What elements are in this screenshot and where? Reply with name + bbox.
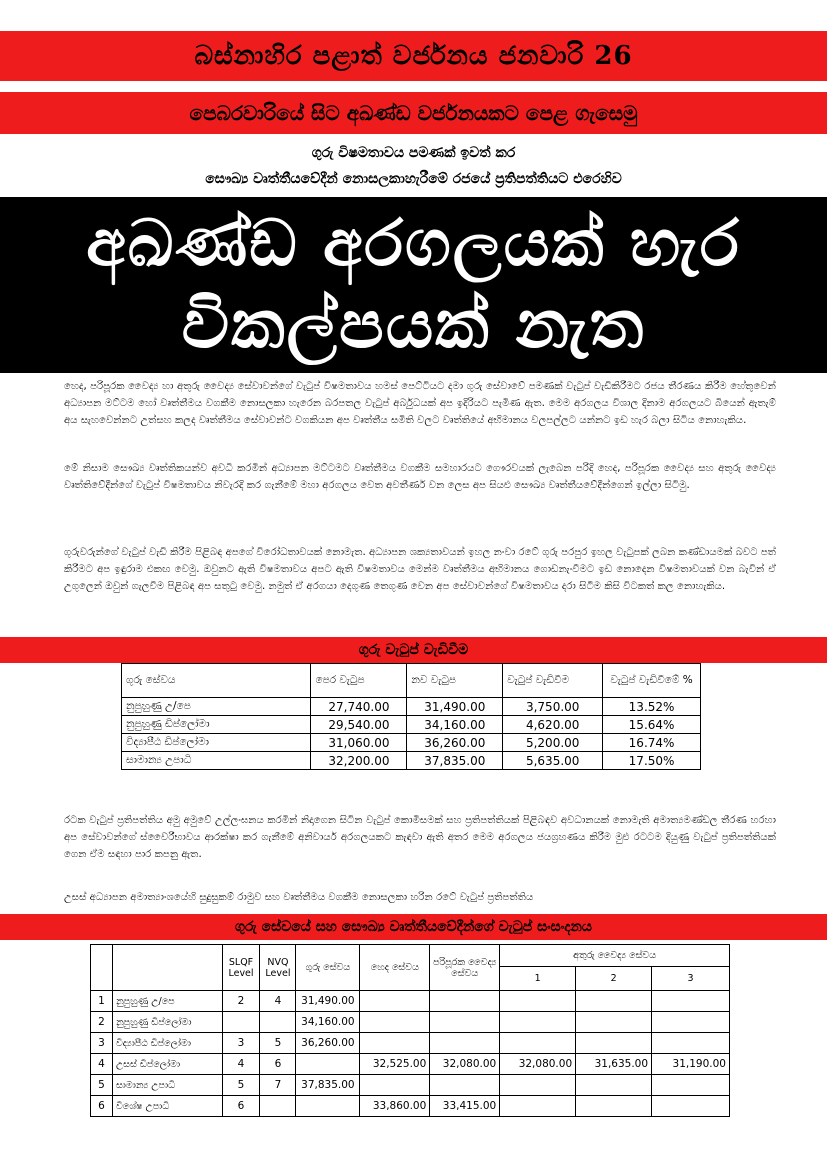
column-header: NVQ Level xyxy=(260,945,296,991)
table-cell xyxy=(360,1033,430,1054)
table-cell: 32,200.00 xyxy=(311,752,407,770)
table-cell xyxy=(500,991,576,1012)
paragraph-2: මේ නිසාම සෞඛ්‍ය වෘත්තිකයන්ව අවධි කරමින් අධ්‍යාපන මට්ටමට වෘත්තීමය වගකීම සමහාරයට ගෞරවයක් ලැබෙන පරිදි හෙද, පරිපූරක වෛද්‍ය සහ අතුරු වෛද්‍ය වෘත්තිවේදීන්ගේ වැටුප් විෂමතාවය නිවැරදි කර ගැනීමේ මහා අරගලය වෙත අවතීර්ණ වන ලෙස අප සියළු සෞඛ්‍ය වෘත්තීයවේදීන්ගෙන් ඉල්ලා සිටිමු. xyxy=(64,463,776,491)
table-cell: 32,080.00 xyxy=(500,1054,576,1075)
table-cell: 31,635.00 xyxy=(576,1054,652,1075)
table-cell: 6 xyxy=(260,1054,296,1075)
table-header-row xyxy=(91,945,730,967)
table-cell: 7 xyxy=(260,1075,296,1096)
table-cell: සාමාන්‍ය උපාධි xyxy=(112,1075,222,1096)
table-cell: 3 xyxy=(91,1033,113,1054)
table-cell: 32,080.00 xyxy=(430,1054,500,1075)
table-cell xyxy=(296,1096,360,1117)
table-cell: 3,750.00 xyxy=(503,698,603,716)
table-row xyxy=(91,1033,730,1054)
table-cell: 34,160.00 xyxy=(296,1012,360,1033)
column-header: හෙද සේවය xyxy=(360,945,430,991)
table-cell: 33,415.00 xyxy=(430,1096,500,1117)
table-cell: 2 xyxy=(222,991,260,1012)
table-cell: 31,490.00 xyxy=(296,991,360,1012)
table-row xyxy=(122,698,701,716)
table-cell xyxy=(430,1012,500,1033)
table-cell xyxy=(222,1012,260,1033)
table-cell: 4 xyxy=(222,1054,260,1075)
table-row xyxy=(122,716,701,734)
table-cell xyxy=(260,1096,296,1117)
column-header: ගුරු සේවය xyxy=(296,945,360,991)
table-cell xyxy=(576,1033,652,1054)
table-cell xyxy=(296,1054,360,1075)
table-cell: 5 xyxy=(91,1075,113,1096)
table-cell: නුපුහුණු ඩිප්ලෝමා xyxy=(122,716,311,734)
table-cell: 5 xyxy=(260,1033,296,1054)
section-title-1-text: ගුරු වැටුප් වැඩිවීම xyxy=(358,642,469,658)
table-row xyxy=(91,991,730,1012)
table-cell xyxy=(652,1075,730,1096)
table-cell: විද්‍යාපීඨ ඩිප්ලෝමා xyxy=(112,1033,222,1054)
table-cell: 4,620.00 xyxy=(503,716,603,734)
column-header: 2 xyxy=(576,967,652,991)
teacher-salary-table xyxy=(121,663,701,770)
table-cell xyxy=(652,1096,730,1117)
column-header: පෙර වැටුප xyxy=(311,664,407,698)
paragraph-1: හෙද, පරිපූරක වෛද්‍ය හා අතුරු වෛද්‍ය සේවාවන්ගේ වැටුප් විෂමතාවය හමස් පෙට්ටියට දමා ගුරු සේවාවේ පමණක් වැටුප් වැඩිකිරීමට රජය තීරණය කිරීම හේතුවෙන් අධ්‍යාපන මට්ටම හෝ වෘත්තීමය වගකීම නොසලකා හැරෙන බරපතල වැටුප් අර්බුධයක් අප ඉදිරියට පැමිණ ඇත. මෙම අරගලය විශාල දිනාම අරගලයට බියෙන් ඇතැම් අය සැහවෙන්නට උත්සහ කලද වෘත්තීමය සේවාවන්ට වගකියන අප වෘත්තීය සමිති වලට වෘත්තියේ අභිමානය වලපල්ලට යන්නට ඉඩ හැර බලා සිටිය නොහැකිය. xyxy=(64,381,776,426)
table-row xyxy=(91,1096,730,1117)
column-header: නව වැටුප xyxy=(407,664,503,698)
headline-line-1: අඛණ්ඩ අරගලයක් හැර xyxy=(86,206,741,281)
table-header-row xyxy=(122,664,701,698)
table-cell: 31,060.00 xyxy=(311,734,407,752)
table-cell xyxy=(652,1012,730,1033)
table-cell: 16.74% xyxy=(603,734,701,752)
table-cell: 27,740.00 xyxy=(311,698,407,716)
subheading-1: ගුරු විෂමතාවය පමණක් ඉවත් කර xyxy=(311,145,516,161)
column-header: අතුරු වෛද්‍ය සේවය xyxy=(500,945,730,967)
table-cell xyxy=(360,1075,430,1096)
table-row xyxy=(91,1012,730,1033)
table-row xyxy=(122,734,701,752)
table-cell: 4 xyxy=(260,991,296,1012)
table-cell xyxy=(576,1012,652,1033)
top-banner-text: බස්නාහිර පළාත් වර්ජනය ජනවාරි 26 xyxy=(194,40,633,71)
top-banner xyxy=(0,31,827,81)
table-cell: 33,860.00 xyxy=(360,1096,430,1117)
table-cell: 13.52% xyxy=(603,698,701,716)
table-cell: 6 xyxy=(91,1096,113,1117)
table-cell xyxy=(360,991,430,1012)
table-cell: උසස් ඩිප්ලෝමා xyxy=(112,1054,222,1075)
table-cell: විශේෂ උපාධි xyxy=(112,1096,222,1117)
table-cell: 17.50% xyxy=(603,752,701,770)
table-cell: නුපුහුණු උ/පෙ xyxy=(112,991,222,1012)
table-cell: 6 xyxy=(222,1096,260,1117)
salary-comparison-table xyxy=(90,944,730,1117)
table-cell xyxy=(430,991,500,1012)
table-cell: 3 xyxy=(222,1033,260,1054)
table-cell xyxy=(576,991,652,1012)
column-header xyxy=(91,945,113,991)
table-cell: සාමාන්‍ය උපාධි xyxy=(122,752,311,770)
table-row xyxy=(91,1054,730,1075)
table-row xyxy=(122,752,701,770)
subheading-2: සෞඛ්‍ය වෘත්තීයවේදීන් නොසලකාහැරීමේ රජයේ ප්‍රතිපත්තියට එරෙහිව xyxy=(205,171,622,187)
table-cell: විද්‍යාපීඨ ඩිප්ලෝමා xyxy=(122,734,311,752)
second-banner-text: පෙබරවාරියේ සිට අඛණ්ඩ වර්ජනයකට පෙළ ගැසෙමු xyxy=(189,101,638,125)
column-header xyxy=(112,945,222,991)
table-cell xyxy=(576,1075,652,1096)
table-row xyxy=(91,1075,730,1096)
section-title-2-text: ගුරු සේවයේ සහ සෞඛ්‍ය වෘත්තීයවේදීන්ගේ වැටුප් සංසංදනය xyxy=(235,919,592,935)
table-cell: 5 xyxy=(222,1075,260,1096)
table-cell: 1 xyxy=(91,991,113,1012)
headline-block xyxy=(0,197,827,373)
table-cell: 37,835.00 xyxy=(296,1075,360,1096)
table-cell: නුපුහුණු උ/පෙ xyxy=(122,698,311,716)
table-cell: 15.64% xyxy=(603,716,701,734)
paragraph-4: රටක වැටුප් ප්‍රතිපත්තිය අමු අමුවේ උල්ලංඝනය කරමින් නිදාගෙන සිටින වැටුප් කොමිසමක් සහ ප්‍රතිපත්තියක් පිළිබඳව අවධානයක් නොමැති අමාත්‍යමණ්ඩල තීරණ හරහා අප සේවාවන්ගේ ස්වෛරීභාවය ආරක්ෂා කර ගැනීමේ අනිවාර්ය අරගලයකට කැඳවා ඇති අතර මෙම අරගලය ජයග්‍රහණය කිරීම මුළු රටටම දියුණු වැටුප් ප්‍රතිපත්තියක් ගෙන ඒම සඳහා පාර කපනු ඇත. xyxy=(64,815,776,860)
column-header: 1 xyxy=(500,967,576,991)
table-cell xyxy=(430,1075,500,1096)
table-cell xyxy=(500,1096,576,1117)
paragraph-3: ගුරුවරුන්ගේ වැටුප් වැඩි කිරීම පිළිබඳ අපගේ විරෝධතාවයක් නොමැත. අධ්‍යාපන ශක්‍යතාවයන් ඉහල නංවා රටේ ගුරු පරපුර ඉහල වැටුපක් ලබන කණ්ඩායමක් බවට පත් කිරීමට අප ඉඳුරාම එකඟ වෙමු. ඔවුනට ඇති විෂමතාවය අපට ඇති විෂමතාවය මෙන්ම වෘත්තීමය අභිමානය ගොඩනැංවීමට ඉඩ නොදෙන විෂමතාවයක් වන බැවින් ඒ උගුලෙන් ඔවුන් ගැලවීම පිළිබඳ අප සතුටු වෙමු. නමුත් ඒ අරගයා දෙගුණ තෙගුණ වෙන අප සේවාවන්ගේ විෂමතාවය දරා සිටීම කිසි විටකත් කල නොහැකිය. xyxy=(64,547,776,592)
table-cell: නුපුහුණු ඩිප්ලෝමා xyxy=(112,1012,222,1033)
second-banner xyxy=(0,90,827,134)
table-cell: 36,260.00 xyxy=(407,734,503,752)
table-cell: 5,635.00 xyxy=(503,752,603,770)
table-cell: 31,490.00 xyxy=(407,698,503,716)
table-cell xyxy=(500,1033,576,1054)
table-cell: 29,540.00 xyxy=(311,716,407,734)
headline-line-2: විකල්පයක් නැත xyxy=(181,285,646,363)
section-title-salary-increase xyxy=(0,637,827,663)
column-header: 3 xyxy=(652,967,730,991)
table-cell: 37,835.00 xyxy=(407,752,503,770)
table-cell: 31,190.00 xyxy=(652,1054,730,1075)
table-cell: 32,525.00 xyxy=(360,1054,430,1075)
table-cell: 4 xyxy=(91,1054,113,1075)
table-cell xyxy=(652,1033,730,1054)
table-cell: 2 xyxy=(91,1012,113,1033)
column-header: පරිපූරක වෛද්‍ය සේවය xyxy=(430,945,500,991)
section-title-salary-comparison xyxy=(0,914,827,940)
column-header: වැටුප් වැඩිවීම xyxy=(503,664,603,698)
table-cell xyxy=(430,1033,500,1054)
table-cell xyxy=(652,991,730,1012)
table-cell xyxy=(576,1096,652,1117)
table-cell: 5,200.00 xyxy=(503,734,603,752)
column-header: ගුරු සේවය xyxy=(122,664,311,698)
table-cell: 36,260.00 xyxy=(296,1033,360,1054)
table-cell xyxy=(360,1012,430,1033)
table-cell xyxy=(500,1075,576,1096)
paragraph-5: උසස් අධ්‍යාපන අමාත්‍යාංශයේහි සුදුසුකම් රාමුව සහ වෘත්තීමය වගකීම නොසලකා හරින රටේ වැටුප් ප්‍රතිපත්තිය xyxy=(64,892,534,903)
table-cell: 34,160.00 xyxy=(407,716,503,734)
table-cell xyxy=(500,1012,576,1033)
column-header: වැටුප් වැඩිවීමේ % xyxy=(603,664,701,698)
column-header: SLQF Level xyxy=(222,945,260,991)
table-cell xyxy=(260,1012,296,1033)
